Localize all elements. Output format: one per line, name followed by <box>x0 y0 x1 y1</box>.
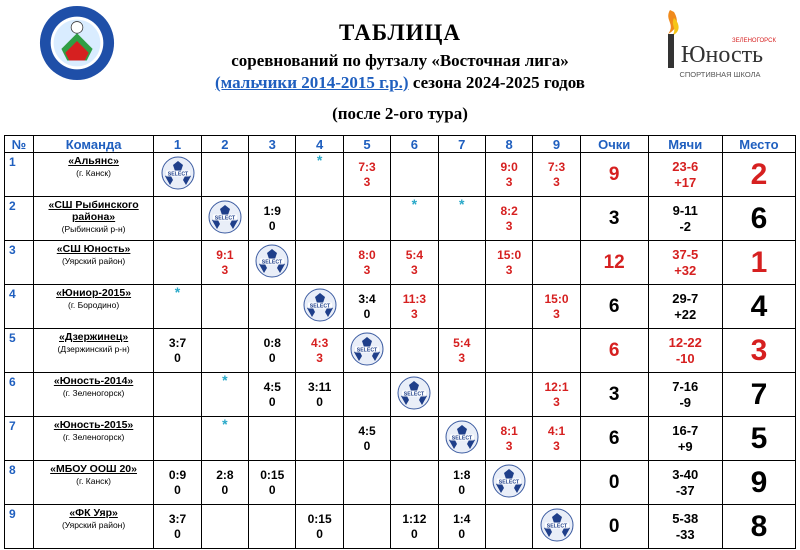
match-result-cell <box>296 373 343 417</box>
table-row <box>5 153 796 197</box>
empty-cell <box>533 329 580 373</box>
match-points: 3 <box>221 262 229 277</box>
match-result-cell <box>343 153 390 197</box>
match-points: 3 <box>553 394 560 409</box>
empty-cell <box>485 373 532 417</box>
match-score: 15:0 <box>497 247 522 262</box>
team-city: (г. Канск) <box>76 168 111 178</box>
goal-difference: -2 <box>679 218 692 234</box>
match-points: 3 <box>553 438 560 453</box>
match-score: 0:15 <box>260 467 285 482</box>
team-cell <box>33 285 154 329</box>
match-score: 4:5 <box>263 379 281 394</box>
match-result-cell <box>201 461 248 505</box>
goals-cell <box>648 373 722 417</box>
football-icon <box>492 464 526 498</box>
goals-ratio: 23-6 <box>672 158 699 174</box>
goals-ratio: 29-7 <box>672 290 699 306</box>
match-result-cell <box>391 241 438 285</box>
sport-school-logo <box>650 4 790 84</box>
row-number: 8 <box>5 461 34 505</box>
football-icon <box>208 200 242 234</box>
match-score: 0:8 <box>263 335 281 350</box>
place-cell: 8 <box>722 505 795 549</box>
match-score: 0:15 <box>307 511 332 526</box>
match-points: 0 <box>268 394 276 409</box>
match-points: 0 <box>458 526 466 541</box>
empty-cell <box>485 505 532 549</box>
match-score: 3:7 <box>168 335 187 350</box>
match-score: 2:8 <box>216 467 234 482</box>
match-points: 3 <box>458 350 466 365</box>
points-cell: 0 <box>580 461 648 505</box>
column-header: Мячи <box>648 136 722 153</box>
team-cell <box>33 373 154 417</box>
column-header: 5 <box>343 136 390 153</box>
diagonal-ball-cell <box>201 197 248 241</box>
empty-cell <box>201 505 248 549</box>
team-name: «МБОУ ООШ 20» <box>50 463 137 475</box>
team-name: «Юниор-2015» <box>56 287 132 299</box>
column-header: 8 <box>485 136 532 153</box>
empty-cell <box>154 197 201 241</box>
match-points: 0 <box>268 218 276 233</box>
football-icon <box>255 244 289 278</box>
column-header: Место <box>722 136 795 153</box>
match-points: 3 <box>553 174 560 189</box>
team-name: «Альянс» <box>68 155 119 167</box>
pending-match-cell: * <box>201 373 248 417</box>
points-cell: 0 <box>580 505 648 549</box>
football-icon <box>350 332 384 366</box>
team-cell <box>33 505 154 549</box>
team-city: (Уярский район) <box>61 520 126 530</box>
empty-cell <box>249 417 296 461</box>
match-points: 0 <box>268 482 276 497</box>
empty-cell <box>343 461 390 505</box>
match-score: 5:4 <box>453 335 471 350</box>
points-cell: 12 <box>580 241 648 285</box>
empty-cell <box>391 153 438 197</box>
empty-cell <box>485 285 532 329</box>
match-score: 9:1 <box>216 247 234 262</box>
match-points: 3 <box>505 218 513 233</box>
match-points: 0 <box>411 526 418 541</box>
football-icon <box>540 508 574 542</box>
ball-brand-label: SELECT <box>404 391 425 398</box>
match-result-cell <box>438 505 485 549</box>
goal-difference: +22 <box>674 306 697 322</box>
match-score: 4:1 <box>547 423 566 438</box>
points-cell: 3 <box>580 373 648 417</box>
team-city: (г. Бородино) <box>68 300 120 310</box>
match-result-cell <box>533 417 580 461</box>
season-text: сезона 2024-2025 годов <box>408 73 585 92</box>
column-header: Очки <box>580 136 648 153</box>
empty-cell <box>296 417 343 461</box>
pending-match-cell: * <box>438 197 485 241</box>
match-score: 11:3 <box>402 291 427 306</box>
goals-cell <box>648 197 722 241</box>
goals-ratio: 7-16 <box>672 378 699 394</box>
table-row <box>5 285 796 329</box>
team-city: (г. Канск) <box>76 476 111 486</box>
match-points: 0 <box>316 526 323 541</box>
goal-difference: -33 <box>675 526 695 542</box>
match-score: 4:3 <box>310 335 329 350</box>
match-points: 3 <box>505 174 513 189</box>
football-icon <box>397 376 431 410</box>
subtitle-line2 <box>150 73 650 93</box>
column-header: 6 <box>391 136 438 153</box>
ball-brand-label: SELECT <box>214 215 236 222</box>
match-points: 3 <box>411 306 418 321</box>
match-result-cell <box>391 505 438 549</box>
goals-ratio: 5-38 <box>672 510 699 526</box>
match-result-cell <box>343 241 390 285</box>
column-header: 3 <box>249 136 296 153</box>
table-row <box>5 373 796 417</box>
match-result-cell <box>533 285 580 329</box>
table-row <box>5 417 796 461</box>
empty-cell <box>249 505 296 549</box>
row-number: 4 <box>5 285 34 329</box>
goals-cell <box>648 505 722 549</box>
column-header: 2 <box>201 136 248 153</box>
match-result-cell <box>154 505 201 549</box>
row-number: 1 <box>5 153 34 197</box>
place-cell: 5 <box>722 417 795 461</box>
points-cell: 6 <box>580 417 648 461</box>
place-cell: 1 <box>722 241 795 285</box>
empty-cell <box>154 373 201 417</box>
match-points: 0 <box>174 482 181 497</box>
team-city: (г. Зеленогорск) <box>62 432 125 442</box>
logo-brand-text: Юность <box>680 42 764 68</box>
match-result-cell <box>485 417 532 461</box>
ball-brand-label: SELECT <box>309 303 330 310</box>
team-name: «СШ Юность» <box>56 243 131 255</box>
empty-cell <box>154 417 201 461</box>
match-result-cell <box>533 153 580 197</box>
column-header: Команда <box>33 136 154 153</box>
match-score: 8:1 <box>500 423 518 438</box>
empty-cell <box>201 329 248 373</box>
match-result-cell <box>249 373 296 417</box>
diagonal-ball-cell <box>485 461 532 505</box>
match-score: 3:4 <box>358 291 376 306</box>
diagonal-ball-cell <box>296 285 343 329</box>
team-city: (Дзержинский р-н) <box>57 344 130 354</box>
place-cell: 2 <box>722 153 795 197</box>
pending-match-cell: * <box>296 153 343 197</box>
column-header: 7 <box>438 136 485 153</box>
goal-difference: -37 <box>675 482 695 498</box>
team-cell <box>33 461 154 505</box>
points-cell: 6 <box>580 329 648 373</box>
empty-cell <box>343 197 390 241</box>
match-score: 7:3 <box>358 159 376 174</box>
match-score: 3:11 <box>307 379 332 394</box>
match-score: 1:8 <box>453 467 471 482</box>
page-title: ТАБЛИЦА <box>339 20 461 45</box>
points-cell: 6 <box>580 285 648 329</box>
match-score: 1:4 <box>453 511 471 526</box>
goals-cell <box>648 241 722 285</box>
diagonal-ball-cell <box>391 373 438 417</box>
empty-cell <box>296 241 343 285</box>
match-points: 0 <box>458 482 466 497</box>
goals-cell <box>648 285 722 329</box>
team-city: (Уярский район) <box>61 256 126 266</box>
empty-cell <box>154 241 201 285</box>
empty-cell <box>249 285 296 329</box>
pending-match-cell: * <box>201 417 248 461</box>
goal-difference: -10 <box>675 350 695 366</box>
row-number: 3 <box>5 241 34 285</box>
logo-town-text: ЗЕЛЕНОГОРСК <box>732 38 776 44</box>
round-note: (после 2-ого тура) <box>332 104 468 123</box>
empty-cell <box>296 197 343 241</box>
match-score: 1:9 <box>263 203 281 218</box>
team-cell <box>33 417 154 461</box>
place-cell: 7 <box>722 373 795 417</box>
match-result-cell <box>154 329 201 373</box>
place-cell: 9 <box>722 461 795 505</box>
team-cell <box>33 241 154 285</box>
column-header: 1 <box>154 136 201 153</box>
subtitle-line1: соревнований по футзалу «Восточная лига» <box>231 51 569 70</box>
column-header: № <box>5 136 34 153</box>
match-points: 3 <box>553 306 560 321</box>
match-points: 3 <box>411 262 418 277</box>
match-points: 0 <box>268 350 276 365</box>
team-city: (Рыбинский р-н) <box>61 224 126 234</box>
empty-cell <box>201 153 248 197</box>
team-cell <box>33 197 154 241</box>
row-number: 7 <box>5 417 34 461</box>
match-result-cell <box>533 373 580 417</box>
team-cell <box>33 329 154 373</box>
match-score: 8:0 <box>358 247 376 262</box>
league-logo <box>38 4 116 82</box>
match-score: 8:2 <box>500 203 518 218</box>
table-row <box>5 329 796 373</box>
age-group-link[interactable]: (мальчики 2014-2015 г.р.) <box>215 73 409 92</box>
row-number: 2 <box>5 197 34 241</box>
empty-cell <box>533 197 580 241</box>
match-score: 7:3 <box>547 159 566 174</box>
place-cell: 6 <box>722 197 795 241</box>
team-name: «Юность-2015» <box>53 419 134 431</box>
standings-table <box>4 135 796 549</box>
row-number: 5 <box>5 329 34 373</box>
table-row <box>5 505 796 549</box>
match-result-cell <box>154 461 201 505</box>
match-points: 3 <box>316 350 323 365</box>
goals-cell <box>648 153 722 197</box>
diagonal-ball-cell <box>438 417 485 461</box>
match-result-cell <box>343 417 390 461</box>
match-points: 3 <box>363 262 371 277</box>
match-result-cell <box>438 461 485 505</box>
diagonal-ball-cell <box>343 329 390 373</box>
team-name: «Юность-2014» <box>53 375 134 387</box>
match-result-cell <box>249 461 296 505</box>
ball-brand-label: SELECT <box>498 479 520 486</box>
empty-cell <box>533 461 580 505</box>
goal-difference: -9 <box>679 394 692 410</box>
match-result-cell <box>249 329 296 373</box>
empty-cell <box>438 153 485 197</box>
match-result-cell <box>343 285 390 329</box>
match-result-cell <box>296 329 343 373</box>
team-name: «ФК Уяр» <box>69 507 118 519</box>
football-icon <box>445 420 479 454</box>
empty-cell <box>438 241 485 285</box>
football-icon <box>161 156 195 190</box>
goal-difference: +32 <box>674 262 697 278</box>
match-points: 0 <box>174 350 181 365</box>
table-row <box>5 241 796 285</box>
empty-cell <box>391 417 438 461</box>
match-score: 4:5 <box>358 423 376 438</box>
diagonal-ball-cell <box>249 241 296 285</box>
table-row <box>5 461 796 505</box>
goals-ratio: 3-40 <box>672 466 699 482</box>
place-cell: 4 <box>722 285 795 329</box>
diagonal-ball-cell <box>154 153 201 197</box>
match-points: 3 <box>505 262 513 277</box>
match-points: 0 <box>363 306 371 321</box>
ball-brand-label: SELECT <box>451 435 472 442</box>
match-result-cell <box>485 197 532 241</box>
empty-cell <box>343 373 390 417</box>
ball-brand-label: SELECT <box>262 259 283 266</box>
place-cell: 3 <box>722 329 795 373</box>
match-score: 15:0 <box>544 291 569 306</box>
ball-brand-label: SELECT <box>546 523 567 530</box>
goals-cell <box>648 329 722 373</box>
column-header: 4 <box>296 136 343 153</box>
ball-brand-label: SELECT <box>167 171 188 178</box>
match-points: 3 <box>363 174 371 189</box>
match-score: 12:1 <box>544 379 569 394</box>
match-result-cell <box>391 285 438 329</box>
match-score: 9:0 <box>500 159 518 174</box>
football-icon <box>303 288 337 322</box>
goals-ratio: 37-5 <box>672 246 699 262</box>
team-name: «Дзержинец» <box>59 331 129 343</box>
goal-difference: +9 <box>677 438 693 454</box>
diagonal-ball-cell <box>533 505 580 549</box>
goals-ratio: 16-7 <box>672 422 699 438</box>
empty-cell <box>485 329 532 373</box>
pending-match-cell: * <box>391 197 438 241</box>
pending-match-cell: * <box>154 285 201 329</box>
match-result-cell <box>201 241 248 285</box>
team-city: (г. Зеленогорск) <box>62 388 125 398</box>
empty-cell <box>533 241 580 285</box>
match-points: 3 <box>505 438 513 453</box>
empty-cell <box>438 373 485 417</box>
match-points: 0 <box>316 394 323 409</box>
table-header-row <box>5 136 796 153</box>
match-result-cell <box>438 329 485 373</box>
match-score: 1:12 <box>402 511 427 526</box>
match-result-cell <box>296 505 343 549</box>
empty-cell <box>249 153 296 197</box>
points-cell: 9 <box>580 153 648 197</box>
empty-cell <box>438 285 485 329</box>
ball-brand-label: SELECT <box>356 347 378 354</box>
empty-cell <box>201 285 248 329</box>
match-points: 0 <box>363 438 371 453</box>
goals-cell <box>648 461 722 505</box>
points-cell: 3 <box>580 197 648 241</box>
table-row <box>5 197 796 241</box>
team-name: «СШ Рыбинского района» <box>48 199 139 223</box>
match-result-cell <box>485 153 532 197</box>
goal-difference: +17 <box>674 174 697 190</box>
match-score: 0:9 <box>168 467 187 482</box>
match-points: 0 <box>221 482 229 497</box>
match-points: 0 <box>174 526 181 541</box>
empty-cell <box>391 461 438 505</box>
goals-cell <box>648 417 722 461</box>
team-cell <box>33 153 154 197</box>
match-score: 5:4 <box>405 247 424 262</box>
goals-ratio: 9-11 <box>672 202 698 218</box>
match-result-cell <box>485 241 532 285</box>
empty-cell <box>391 329 438 373</box>
column-header: 9 <box>533 136 580 153</box>
row-number: 9 <box>5 505 34 549</box>
match-score: 3:7 <box>168 511 187 526</box>
row-number: 6 <box>5 373 34 417</box>
match-result-cell <box>249 197 296 241</box>
empty-cell <box>296 461 343 505</box>
logo-sub-text: СПОРТИВНАЯ ШКОЛА <box>679 70 761 79</box>
goals-ratio: 12-22 <box>668 334 702 350</box>
empty-cell <box>343 505 390 549</box>
